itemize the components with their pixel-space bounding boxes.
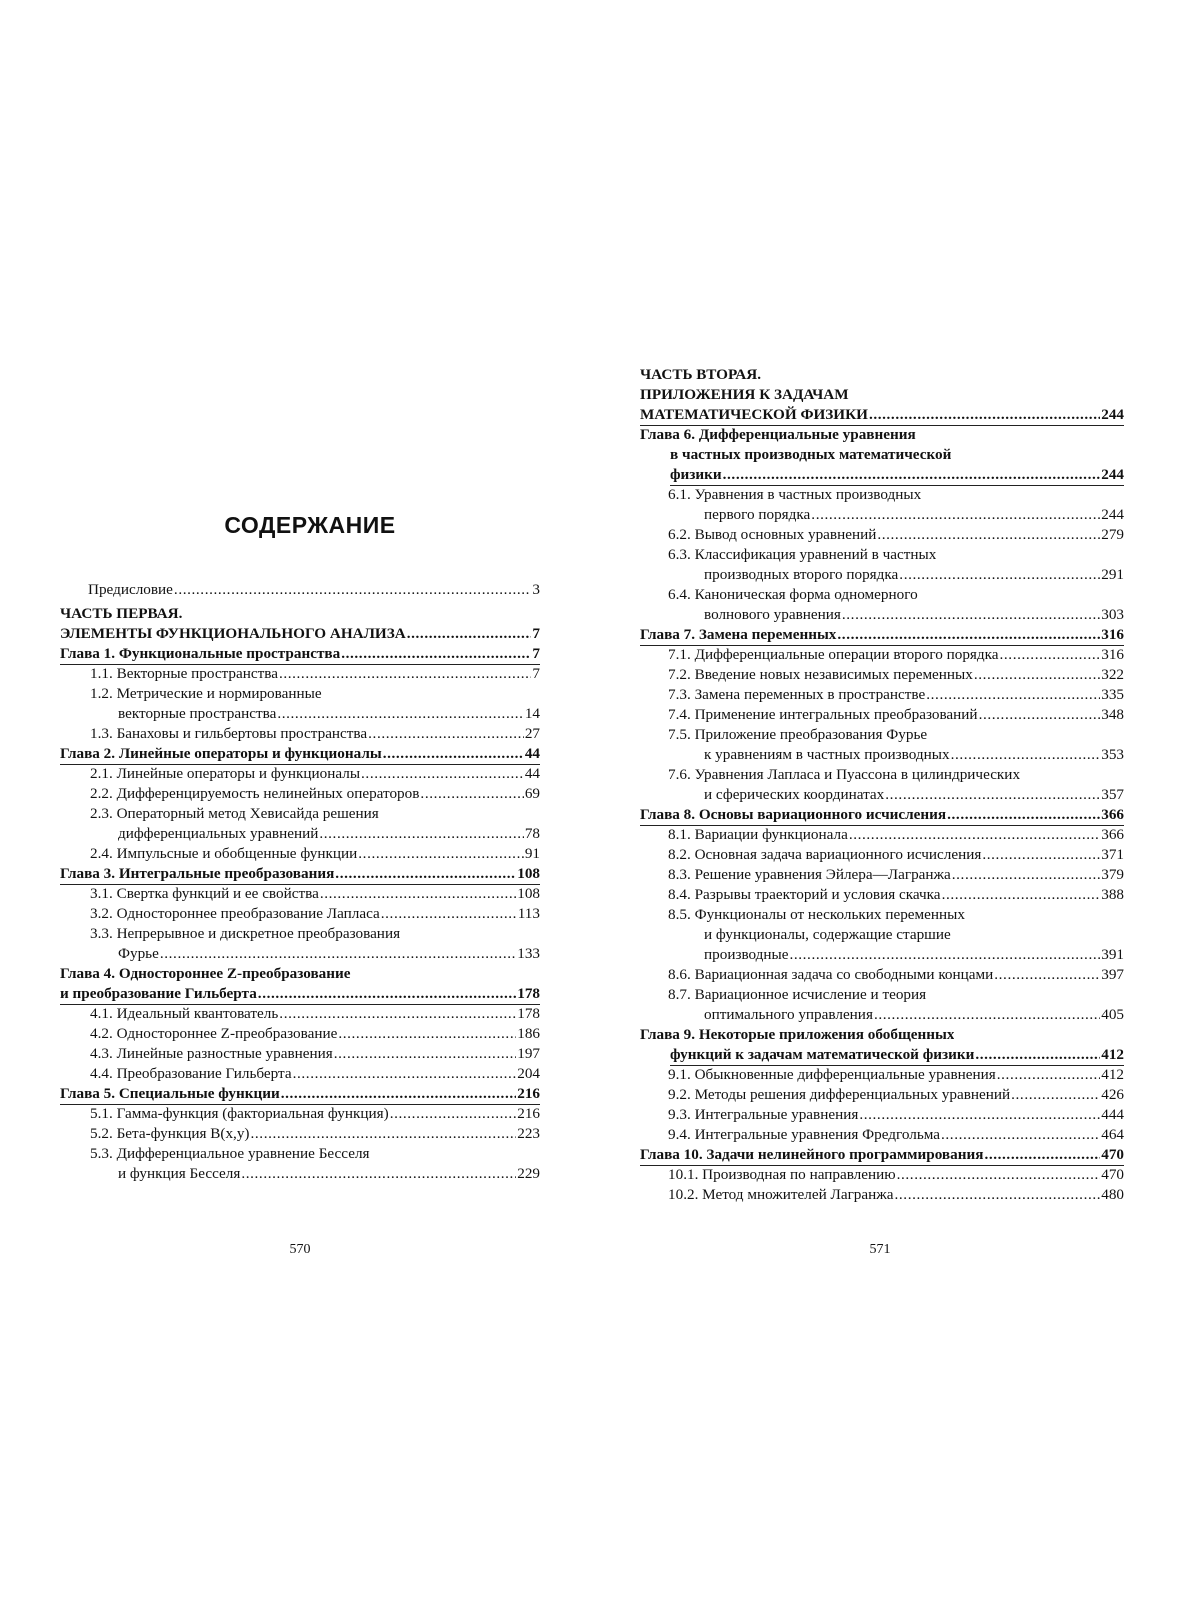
chapter-entry: Глава 6. Дифференциальные уравнения (640, 426, 916, 443)
chapter-entry: функций к задачам математической физики ..... 412 (670, 1045, 1124, 1066)
section-entry: и функция Бесселя ..... 229 (118, 1164, 540, 1184)
section-entry: 2.3. Операторный метод Хевисайда решения (90, 805, 379, 822)
section-entry: 2.2. Дифференцируемость нелинейных операторов ..... 69 (90, 784, 540, 804)
toc-entry-preface: Предисловие ..... 3 (88, 580, 540, 600)
section-entry: 4.3. Линейные разностные уравнения ..... 197 (90, 1044, 540, 1064)
chapter-entry: физики ..... 244 (670, 465, 1124, 486)
section-entry: к уравнениям в частных производных ..... 353 (704, 745, 1124, 765)
chapter-entry: Глава 3. Интегральные преобразования ..... 108 (60, 864, 540, 885)
section-entry: 7.3. Замена переменных в пространстве ..... 335 (668, 685, 1124, 705)
section-entry: 6.4. Каноническая форма одномерного (668, 586, 918, 603)
section-entry: 8.7. Вариационное исчисление и теория (668, 986, 927, 1003)
section-entry: 1.3. Банаховы и гильбертовы пространства ..... 27 (90, 724, 540, 744)
section-entry: 9.1. Обыкновенные дифференциальные уравнения ..... 412 (668, 1065, 1124, 1085)
section-entry: 4.1. Идеальный квантователь ..... 178 (90, 1004, 540, 1024)
chapter-entry: Глава 10. Задачи нелинейного программирования ..... 470 (640, 1145, 1124, 1166)
part-heading: ЧАСТЬ ПЕРВАЯ. (60, 605, 183, 622)
section-entry: оптимального управления ..... 405 (704, 1005, 1124, 1025)
section-entry: 8.1. Вариации функционала ..... 366 (668, 825, 1124, 845)
toc-title: СОДЕРЖАНИЕ (224, 512, 396, 538)
section-entry: 5.1. Гамма-функция (факториальная функция) ..... 216 (90, 1104, 540, 1124)
section-entry: 3.3. Непрерывное и дискретное преобразования (90, 925, 401, 942)
section-entry: 7.6. Уравнения Лапласа и Пуассона в цилиндрических (668, 766, 1021, 783)
chapter-entry: Глава 2. Линейные операторы и функционалы ..... 44 (60, 744, 540, 765)
section-entry: 5.2. Бета-функция B(x,y) ..... 223 (90, 1124, 540, 1144)
section-entry: 9.2. Методы решения дифференциальных уравнений ..... 426 (668, 1085, 1124, 1105)
section-entry: 7.5. Приложение преобразования Фурье (668, 726, 928, 743)
chapter-entry: Глава 1. Функциональные пространства ..... 7 (60, 644, 540, 665)
part-heading: ПРИЛОЖЕНИЯ К ЗАДАЧАМ (640, 386, 849, 403)
part-heading: ЧАСТЬ ВТОРАЯ. (640, 366, 762, 383)
section-entry: 4.2. Одностороннее Z-преобразование ..... 186 (90, 1024, 540, 1044)
chapter-entry: в частных производных математической (670, 446, 952, 463)
section-entry: 6.2. Вывод основных уравнений ..... 279 (668, 525, 1124, 545)
section-entry: 10.1. Производная по направлению ..... 470 (668, 1165, 1124, 1185)
section-entry: 10.2. Метод множителей Лагранжа ..... 480 (668, 1185, 1124, 1205)
chapter-entry: Глава 5. Специальные функции ..... 216 (60, 1084, 540, 1105)
section-entry: 9.3. Интегральные уравнения ..... 444 (668, 1105, 1124, 1125)
section-entry: 8.2. Основная задача вариационного исчисления ..... 371 (668, 845, 1124, 865)
chapter-entry: Глава 4. Одностороннее Z-преобразование (60, 965, 351, 982)
page-number: 570 (289, 1242, 311, 1257)
section-entry: 5.3. Дифференциальное уравнение Бесселя (90, 1145, 370, 1162)
section-entry: 8.3. Решение уравнения Эйлера—Лагранжа ..... 379 (668, 865, 1124, 885)
part-heading: МАТЕМАТИЧЕСКОЙ ФИЗИКИ ..... 244 (640, 405, 1124, 426)
chapter-entry: Глава 8. Основы вариационного исчисления ..... 366 (640, 805, 1124, 826)
section-entry: 8.5. Функционалы от нескольких переменных (668, 906, 965, 923)
section-entry: и сферических координатах ..... 357 (704, 785, 1124, 805)
section-entry: 7.4. Применение интегральных преобразований ..... 348 (668, 705, 1124, 725)
section-entry: 3.1. Свертка функций и ее свойства ..... 108 (90, 884, 540, 904)
section-entry: волнового уравнения ..... 303 (704, 605, 1124, 625)
chapter-entry: Глава 7. Замена переменных ..... 316 (640, 625, 1124, 646)
section-entry: 2.4. Импульсные и обобщенные функции ..... 91 (90, 844, 540, 864)
part-heading: ЭЛЕМЕНТЫ ФУНКЦИОНАЛЬНОГО АНАЛИЗА ..... 7 (60, 624, 540, 644)
section-entry: 1.1. Векторные пространства ..... 7 (90, 664, 540, 684)
section-entry: 1.2. Метрические и нормированные (90, 685, 322, 702)
section-entry: 3.2. Одностороннее преобразование Лапласа ..... 113 (90, 904, 540, 924)
section-entry: производные ..... 391 (704, 945, 1124, 965)
section-entry: 9.4. Интегральные уравнения Фредгольма ..... 464 (668, 1125, 1124, 1145)
section-entry: 6.1. Уравнения в частных производных (668, 486, 922, 503)
section-entry: 4.4. Преобразование Гильберта ..... 204 (90, 1064, 540, 1084)
section-entry: производных второго порядка ..... 291 (704, 565, 1124, 585)
section-entry: 6.3. Классификация уравнений в частных (668, 546, 937, 563)
chapter-entry: Глава 9. Некоторые приложения обобщенных (640, 1026, 955, 1043)
section-entry: дифференциальных уравнений ..... 78 (118, 824, 540, 844)
section-entry: и функционалы, содержащие старшие (704, 926, 951, 943)
right-page (600, 0, 1200, 1600)
section-entry: 7.2. Введение новых независимых переменных ..... 322 (668, 665, 1124, 685)
section-entry: 8.4. Разрывы траекторий и условия скачка ..... 388 (668, 885, 1124, 905)
section-entry: 8.6. Вариационная задача со свободными концами ..... 397 (668, 965, 1124, 985)
page-number: 571 (869, 1242, 891, 1257)
section-entry: 2.1. Линейные операторы и функционалы ..... 44 (90, 764, 540, 784)
chapter-entry: и преобразование Гильберта ..... 178 (60, 984, 540, 1005)
section-entry: векторные пространства ..... 14 (118, 704, 540, 724)
section-entry: 7.1. Дифференциальные операции второго порядка ..... 316 (668, 645, 1124, 665)
section-entry: Фурье ..... 133 (118, 944, 540, 964)
section-entry: первого порядка ..... 244 (704, 505, 1124, 525)
